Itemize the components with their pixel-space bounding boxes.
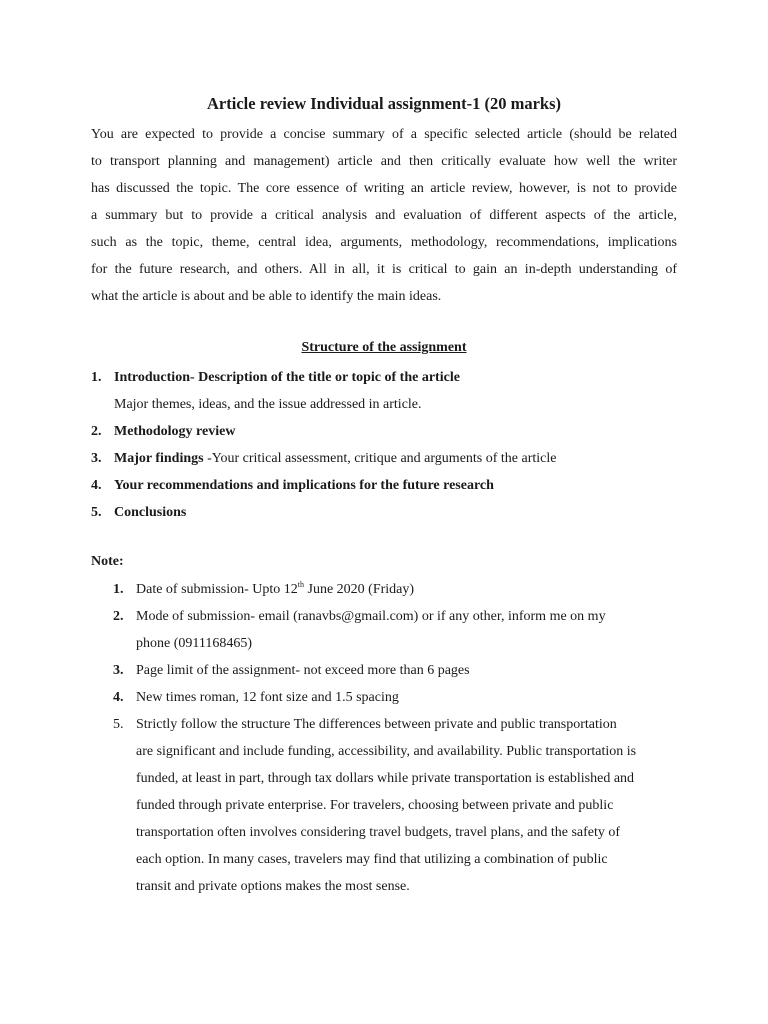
list-number: 2.: [113, 609, 124, 624]
note-text: funded, at least in part, through tax dollars while private transportation is established and: [136, 771, 635, 786]
structure-item-title: Major findings: [114, 451, 204, 466]
list-number: 1.: [113, 582, 124, 597]
note-text: transportation often involves considering travel budgets, travel plans, and the safety of: [136, 825, 621, 840]
note-text: transit and private options makes the most sense.: [136, 879, 410, 894]
intro-line: what the article is about and be able to identify the main ideas.: [91, 289, 442, 304]
structure-item-title: Your recommendations and implications for the future research: [114, 478, 494, 493]
note-item: [113, 711, 683, 900]
note-text: are significant and include funding, accessibility, and availability. Public transportation is: [136, 744, 637, 759]
note-text: Strictly follow the structure The differences between private and public transportation: [136, 717, 617, 732]
note-item: [113, 684, 683, 711]
structure-item: [91, 499, 691, 526]
note-text: funded through private enterprise. For travelers, choosing between private and public: [136, 798, 614, 813]
note-item: [113, 657, 683, 684]
structure-list: [91, 364, 691, 526]
note-text-post: June 2020 (Friday): [304, 582, 415, 597]
intro-line: a summary but to provide a critical analysis and evaluation of different aspects of the article,: [91, 208, 677, 223]
note-text: phone (0911168465): [136, 636, 252, 651]
list-number: 4.: [113, 690, 124, 705]
structure-item-title: Methodology review: [114, 424, 236, 439]
structure-item: [91, 472, 691, 499]
note-item: [113, 576, 683, 603]
list-number: 3.: [113, 663, 124, 678]
note-text: Mode of submission- email (ranavbs@gmail.com) or if any other, inform me on my: [136, 609, 606, 624]
list-number: 5.: [113, 717, 124, 732]
structure-heading: Structure of the assignment: [301, 340, 467, 355]
list-number: 5.: [91, 505, 102, 520]
intro-line: has discussed the topic. The core essence of writing an article review, however, is not to provide: [91, 181, 677, 196]
list-number: 1.: [91, 370, 102, 385]
intro-line: You are expected to provide a concise summary of a specific selected article (should be related: [91, 127, 677, 142]
note-label: Note:: [91, 554, 124, 569]
notes-list: [113, 576, 683, 900]
note-item: [113, 603, 683, 657]
structure-item: [91, 418, 691, 445]
structure-item-title: Conclusions: [114, 505, 187, 520]
list-number: 4.: [91, 478, 102, 493]
list-number: 3.: [91, 451, 102, 466]
intro-line: such as the topic, theme, central idea, arguments, methodology, recommendations, implications: [91, 235, 677, 250]
ordinal-suffix: th: [297, 580, 304, 589]
note-text: each option. In many cases, travelers may find that utilizing a combination of public: [136, 852, 608, 867]
structure-item-title: Introduction- Description of the title or topic of the article: [114, 370, 460, 385]
structure-item-subtext: Major themes, ideas, and the issue addressed in article.: [114, 397, 422, 412]
structure-item-description: -Your critical assessment, critique and arguments of the article: [203, 451, 557, 466]
note-text-pre: Date of submission- Upto 12: [136, 582, 298, 597]
intro-line: to transport planning and management) article and then critically evaluate how well the writer: [91, 154, 677, 169]
structure-item: [91, 445, 691, 472]
note-text: New times roman, 12 font size and 1.5 spacing: [136, 690, 399, 705]
structure-item: [91, 364, 691, 391]
list-number: 2.: [91, 424, 102, 439]
intro-paragraph: [91, 121, 677, 310]
document-title: Article review Individual assignment-1 (20 marks): [207, 94, 561, 113]
intro-line: for the future research, and others. All in all, it is critical to gain an in-depth understanding of: [91, 262, 677, 277]
note-text: [136, 576, 683, 603]
note-text: Page limit of the assignment- not exceed more than 6 pages: [136, 663, 470, 678]
